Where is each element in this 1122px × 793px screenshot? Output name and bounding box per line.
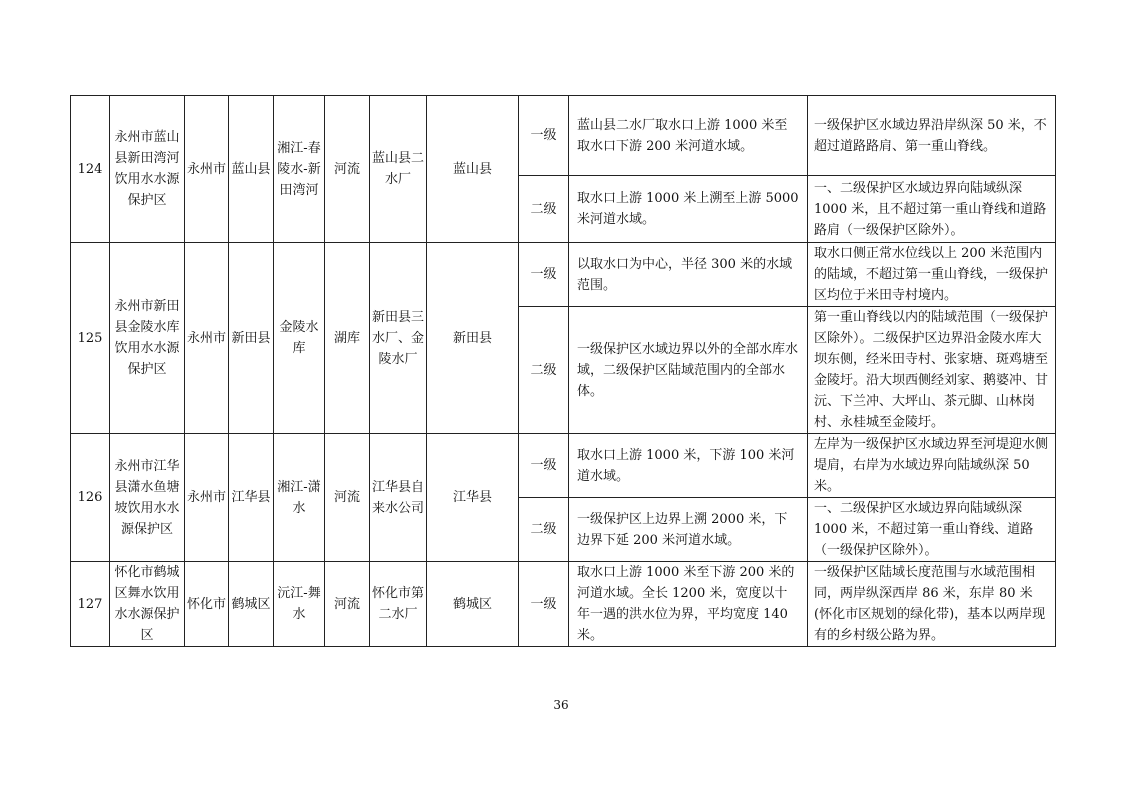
protection-level-cell: 一级 [519, 434, 569, 498]
protection-level-cell: 二级 [519, 307, 569, 434]
page-number: 36 [553, 698, 569, 712]
service-area-cell: 蓝山县 [427, 96, 519, 243]
city-cell: 永州市 [185, 96, 229, 243]
protection-level-cell: 二级 [519, 176, 569, 243]
zone-number: 125 [71, 243, 110, 434]
zone-name: 永州市新田县金陵水库饮用水水源保护区 [110, 243, 185, 434]
land-range-cell: 一、二级保护区水域边界向陆域纵深 1000 米，且不超过第一重山脊线和道路路肩（一级保护区除外）。 [808, 176, 1056, 243]
land-range-cell: 取水口侧正常水位线以上 200 米范围内的陆域，不超过第一重山脊线，一级保护区均位于米田寺村境内。 [808, 243, 1056, 307]
water-body-cell: 金陵水库 [274, 243, 325, 434]
city-cell: 永州市 [185, 243, 229, 434]
zone-number: 127 [71, 562, 110, 647]
water-range-cell: 取水口上游 1000 米，下游 100 米河道水域。 [569, 434, 808, 498]
water-body-cell: 湘江-春陵水-新田湾河 [274, 96, 325, 243]
water-type-cell: 河流 [325, 434, 370, 562]
zone-number: 124 [71, 96, 110, 243]
water-range-cell: 一级保护区水域边界以外的全部水库水域，二级保护区陆域范围内的全部水体。 [569, 307, 808, 434]
supply-unit-cell: 江华县自来水公司 [370, 434, 427, 562]
supply-unit-cell: 新田县三水厂、金陵水厂 [370, 243, 427, 434]
county-cell: 蓝山县 [229, 96, 274, 243]
water-range-cell: 蓝山县二水厂取水口上游 1000 米至取水口下游 200 米河道水域。 [569, 96, 808, 176]
water-body-cell: 湘江-潇水 [274, 434, 325, 562]
water-range-cell: 取水口上游 1000 米上溯至上游 5000 米河道水域。 [569, 176, 808, 243]
county-cell: 鹤城区 [229, 562, 274, 647]
supply-unit-cell: 怀化市第二水厂 [370, 562, 427, 647]
city-cell: 永州市 [185, 434, 229, 562]
land-range-cell: 左岸为一级保护区水域边界至河堤迎水侧堤肩，右岸为水域边界向陆域纵深 50 米。 [808, 434, 1056, 498]
water-type-cell: 湖库 [325, 243, 370, 434]
water-range-cell: 取水口上游 1000 米至下游 200 米的河道水域。全长 1200 米，宽度以十年一遇的洪水位为界，平均宽度 140 米。 [569, 562, 808, 647]
table-row [71, 562, 1056, 647]
protection-level-cell: 一级 [519, 96, 569, 176]
county-cell: 江华县 [229, 434, 274, 562]
land-range-cell: 一、二级保护区水域边界向陆域纵深 1000 米，不超过第一重山脊线、道路（一级保护区除外）。 [808, 498, 1056, 562]
land-range-cell: 一级保护区陆域长度范围与水域范围相同，两岸纵深西岸 86 米，东岸 80 米(怀化市区规划的绿化带)，基本以两岸现有的乡村级公路为界。 [808, 562, 1056, 647]
water-type-cell: 河流 [325, 562, 370, 647]
zone-number: 126 [71, 434, 110, 562]
supply-unit-cell: 蓝山县二水厂 [370, 96, 427, 243]
table-row [71, 96, 1056, 176]
protection-level-cell: 一级 [519, 562, 569, 647]
protection-level-cell: 一级 [519, 243, 569, 307]
protection-level-cell: 二级 [519, 498, 569, 562]
water-range-cell: 一级保护区上边界上溯 2000 米，下边界下延 200 米河道水域。 [569, 498, 808, 562]
zone-name: 怀化市鹤城区舞水饮用水水源保护区 [110, 562, 185, 647]
table-row [71, 434, 1056, 498]
water-body-cell: 沅江-舞水 [274, 562, 325, 647]
city-cell: 怀化市 [185, 562, 229, 647]
land-range-cell: 一级保护区水域边界沿岸纵深 50 米，不超过道路路肩、第一重山脊线。 [808, 96, 1056, 176]
protection-zone-table [70, 95, 1056, 647]
water-range-cell: 以取水口为中心，半径 300 米的水域范围。 [569, 243, 808, 307]
water-type-cell: 河流 [325, 96, 370, 243]
table-row [71, 243, 1056, 307]
service-area-cell: 新田县 [427, 243, 519, 434]
land-range-cell: 第一重山脊线以内的陆域范围（一级保护区除外）。二级保护区边界沿金陵水库大坝东侧，经米田寺村、张家塘、斑鸡塘至金陵圩。沿大坝西侧经刘家、鹅婆冲、甘沅、下兰冲、大坪山、茶元脚、山林岗村、永桂城至金陵圩。 [808, 307, 1056, 434]
zone-name: 永州市蓝山县新田湾河饮用水水源保护区 [110, 96, 185, 243]
service-area-cell: 江华县 [427, 434, 519, 562]
zone-name: 永州市江华县潇水鱼塘坡饮用水水源保护区 [110, 434, 185, 562]
county-cell: 新田县 [229, 243, 274, 434]
service-area-cell: 鹤城区 [427, 562, 519, 647]
